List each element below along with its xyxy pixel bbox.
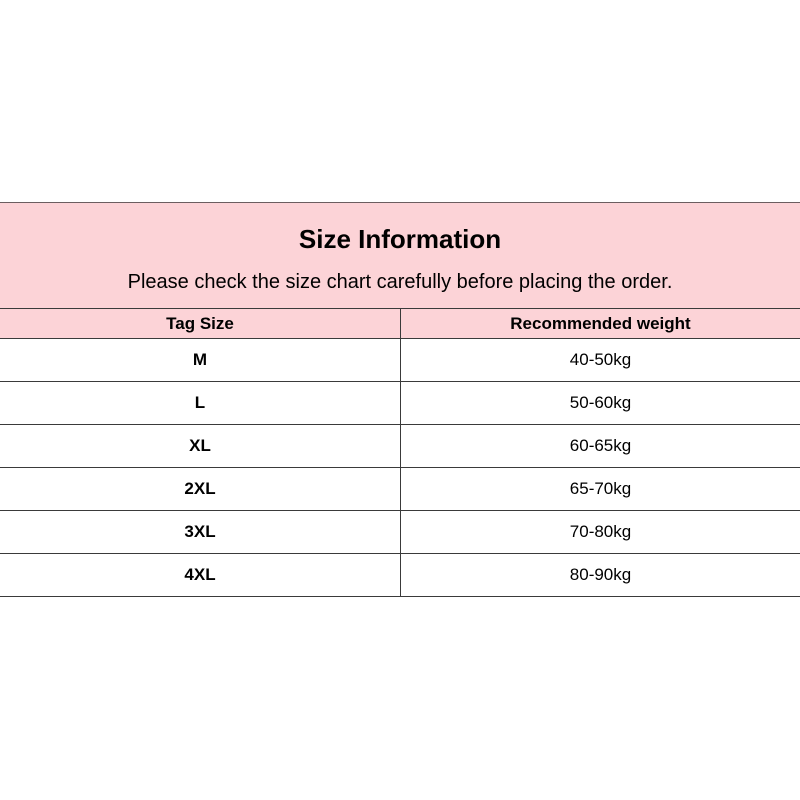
table-row <box>0 339 800 382</box>
tag-size-cell: 4XL <box>0 554 401 597</box>
tag-size-cell: XL <box>0 425 401 468</box>
weight-cell: 70-80kg <box>401 511 800 554</box>
weight-cell: 65-70kg <box>401 468 800 511</box>
weight-cell: 80-90kg <box>401 554 800 597</box>
table-row <box>0 425 800 468</box>
tag-size-cell: L <box>0 382 401 425</box>
table-header-row <box>0 309 800 339</box>
weight-cell: 40-50kg <box>401 339 800 382</box>
tag-size-cell: 2XL <box>0 468 401 511</box>
page-subtitle: Please check the size chart carefully before placing the order. <box>127 271 673 293</box>
table-row <box>0 382 800 425</box>
table-row <box>0 511 800 554</box>
weight-cell: 60-65kg <box>401 425 800 468</box>
size-table <box>0 308 800 597</box>
size-chart <box>0 202 800 597</box>
tag-size-cell: 3XL <box>0 511 401 554</box>
tag-size-cell: M <box>0 339 401 382</box>
table-row <box>0 468 800 511</box>
table-row <box>0 554 800 597</box>
column-header-tag-size: Tag Size <box>0 309 401 339</box>
page-title: Size Information <box>298 224 502 254</box>
weight-cell: 50-60kg <box>401 382 800 425</box>
column-header-recommended-weight: Recommended weight <box>401 309 800 339</box>
size-chart-header <box>0 202 800 308</box>
